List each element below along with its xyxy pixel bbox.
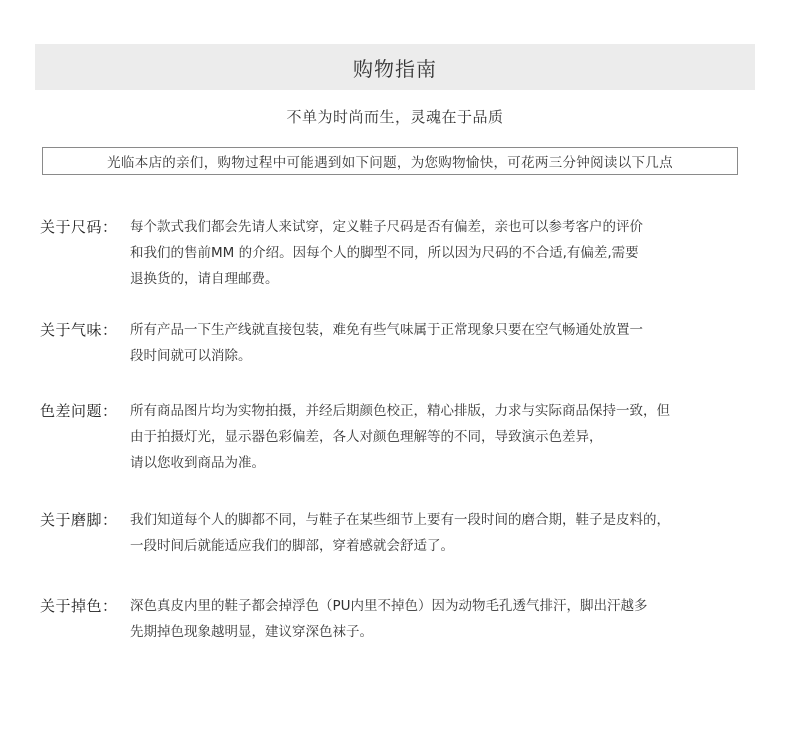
faq-line: 每个款式我们都会先请人来试穿，定义鞋子尺码是否有偏差，亲也可以参考客户的评价	[130, 219, 643, 235]
faq-smell	[40, 317, 780, 369]
title-bar	[35, 44, 755, 90]
notice-box	[42, 147, 738, 175]
faq-line: 和我们的售前MM 的介绍。因每个人的脚型不同，所以因为尺码的不合适,有偏差,需要	[130, 245, 639, 261]
faq-body	[130, 507, 780, 559]
faq-line: 退换货的，请自理邮费。	[130, 271, 279, 287]
faq-line: 由于拍摄灯光，显示器色彩偏差，各人对颜色理解等的不同，导致演示色差异，	[130, 429, 603, 445]
faq-color-difference	[40, 398, 780, 476]
faq-line: 所有商品图片均为实物拍摄，并经后期颜色校正，精心排版，力求与实际商品保持一致，但	[130, 403, 670, 419]
faq-label: 关于掉色：	[40, 597, 118, 615]
faq-line: 一段时间后就能适应我们的脚部，穿着感就会舒适了。	[130, 538, 454, 554]
faq-body	[130, 317, 780, 369]
faq-line: 先期掉色现象越明显，建议穿深色袜子。	[130, 624, 373, 640]
faq-body	[130, 214, 780, 292]
faq-label: 关于磨脚：	[40, 511, 118, 529]
faq-label: 色差问题：	[40, 402, 118, 420]
faq-line: 段时间就可以消除。	[130, 348, 252, 364]
faq-line: 请以您收到商品为准。	[130, 455, 265, 471]
slogan: 不单为时尚而生，灵魂在于品质	[286, 108, 504, 126]
faq-size	[40, 214, 780, 292]
faq-label: 关于气味：	[40, 321, 118, 339]
faq-line: 我们知道每个人的脚都不同，与鞋子在某些细节上要有一段时间的磨合期，鞋子是皮料的，	[130, 512, 670, 528]
faq-fading	[40, 593, 780, 645]
notice-text: 光临本店的亲们，购物过程中可能遇到如下问题，为您购物愉快，可花两三分钟阅读以下几点	[107, 155, 673, 171]
faq-body	[130, 593, 780, 645]
faq-body	[130, 398, 780, 476]
faq-line: 所有产品一下生产线就直接包装，难免有些气味属于正常现象只要在空气畅通处放置一	[130, 322, 643, 338]
faq-label: 关于尺码：	[40, 218, 118, 236]
faq-rubbing	[40, 507, 780, 559]
page-title: 购物指南	[353, 56, 437, 81]
faq-line: 深色真皮内里的鞋子都会掉浮色（PU内里不掉色）因为动物毛孔透气排汗，脚出汗越多	[130, 598, 648, 614]
